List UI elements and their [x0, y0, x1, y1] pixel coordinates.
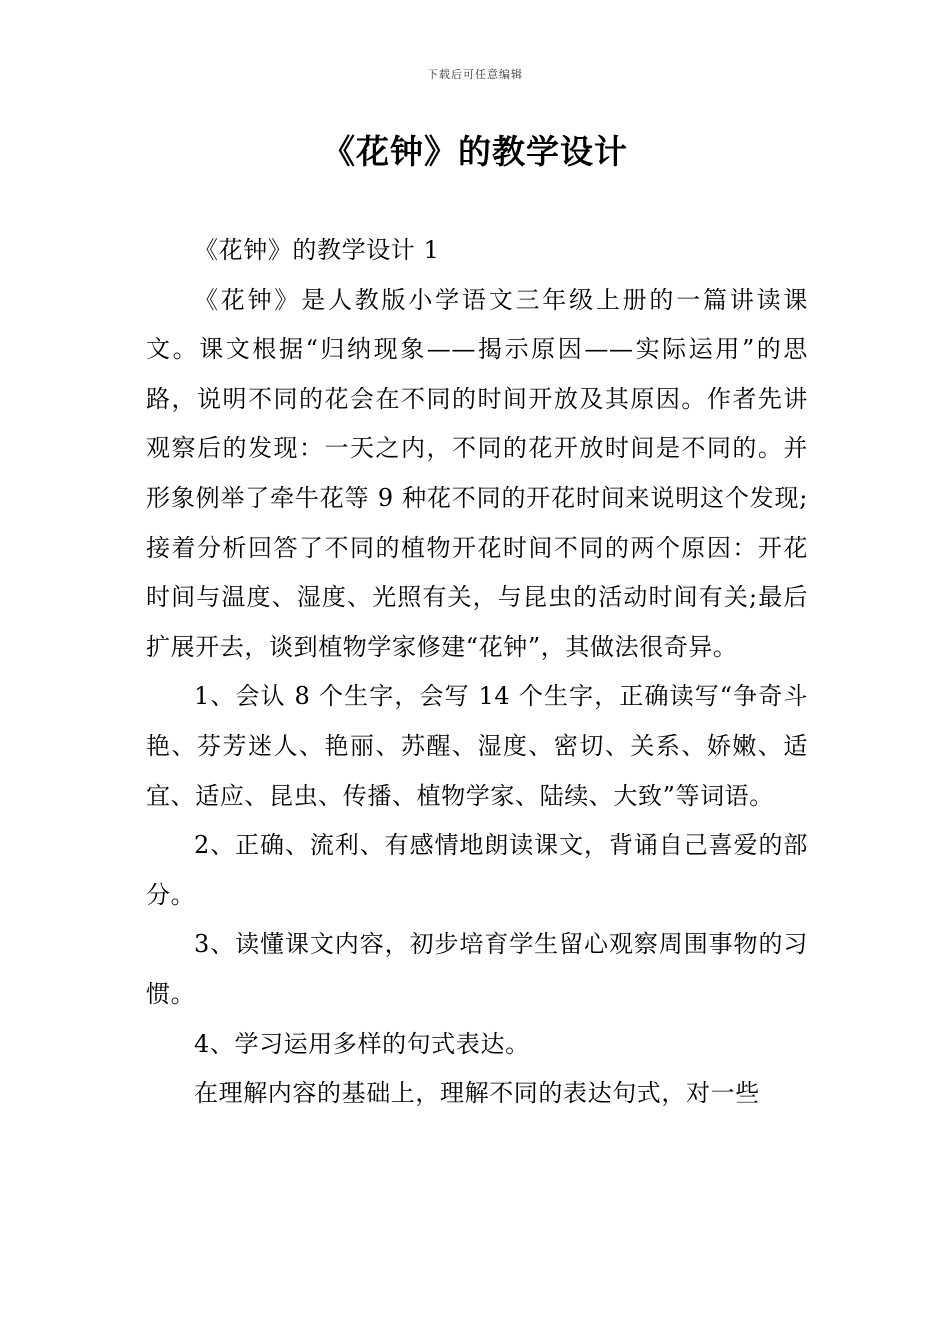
document-body: [146, 226, 808, 1119]
goal-item-3: 3、读懂课文内容，初步培育学生留心观察周围事物的习惯。: [146, 930, 808, 1008]
body-paragraph-continued: 在理解内容的基础上，理解不同的表达句式，对一些: [194, 1079, 760, 1108]
goal-item-2: 2、正确、流利、有感情地朗读课文，背诵自己喜爱的部分。: [146, 831, 808, 909]
body-paragraph-intro: 《花钟》是人教版小学语文三年级上册的一篇讲读课文。课文根据“归纳现象——揭示原因——实际运用”的思路，说明不同的花会在不同的时间开放及其原因。作者先讲观察后的发现：一天之内，不同的花开放时间是不同的。并形象例举了牵牛花等 9 种花不同的开花时间来说明这个发现;接着分析回答了不同的植物开花时间不同的两个原因：开花时间与温度、湿度、光照有关，与昆虫的活动时间有关;最后扩展开去，谈到植物学家修建“花钟”，其做法很奇异。: [146, 285, 808, 661]
section-heading: 《花钟》的教学设计 1: [194, 236, 440, 264]
goal-item-1: 1、会认 8 个生字，会写 14 个生字，正确读写“争奇斗艳、芬芳迷人、艳丽、苏醒、湿度、密切、关系、娇嫩、适宜、适应、昆虫、传播、植物学家、陆续、大致”等词语。: [146, 682, 808, 810]
document-title: 《花钟》的教学设计: [322, 132, 628, 171]
goal-item-4: 4、学习运用多样的句式表达。: [194, 1029, 530, 1058]
header-note: 下载后可任意编辑: [427, 68, 523, 81]
